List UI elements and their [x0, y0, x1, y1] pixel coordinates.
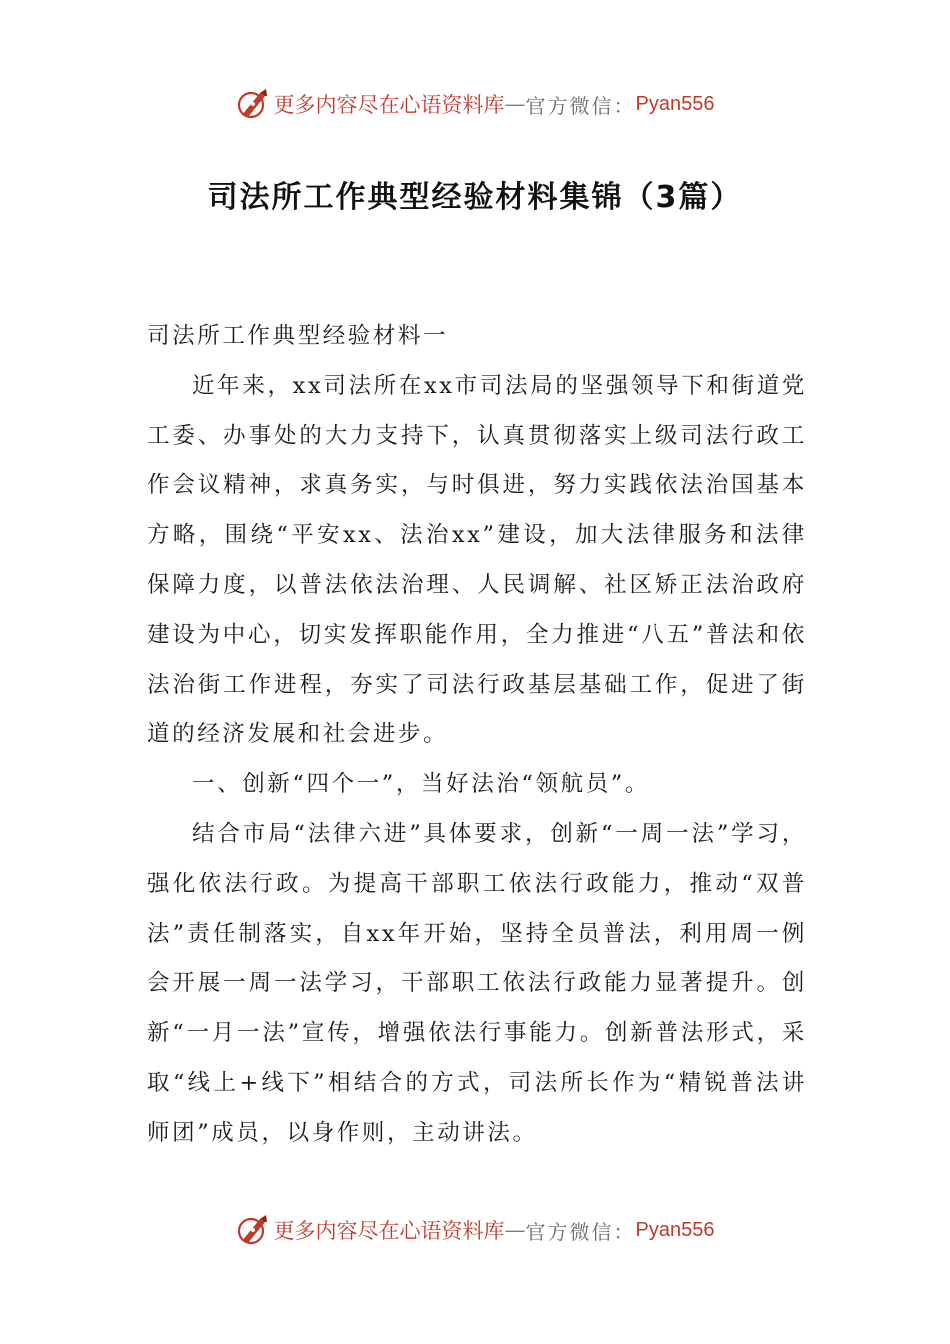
- banner-sub-text: 官方微信：: [525, 1219, 636, 1244]
- pen-nib-logo-icon: [236, 87, 270, 121]
- banner-wechat-id: Pyan556: [635, 92, 715, 115]
- document-body: [147, 312, 807, 1159]
- pen-nib-logo-icon: [236, 1213, 270, 1247]
- footer-banner: [0, 1210, 950, 1250]
- paragraph-subheading: 一、创新“四个一”，当好法治“领航员”。: [192, 771, 651, 798]
- document-title: 司法所工作典型经验材料集锦（3篇）: [207, 180, 743, 215]
- banner-dash: —: [504, 92, 526, 116]
- banner-main-text: 更多内容尽在心语资料库: [273, 1219, 505, 1243]
- header-banner: [0, 84, 950, 124]
- banner-main-text: 更多内容尽在心语资料库: [273, 93, 505, 117]
- banner-wechat-id: Pyan556: [635, 1218, 715, 1241]
- banner-sub-text: 官方微信：: [525, 93, 636, 118]
- banner-dash: —: [504, 1218, 526, 1242]
- paragraph-detail: 结合市局“法律六进”具体要求，创新“一周一法”学习，强化依法行政。为提高干部职工依法行政能力，推动“双普法”责任制落实，自xx年开始，坚持全员普法，利用周一例会开展一周一法学习，干部职工依法行政能力显著提升。创新“一月一法”宣传，增强依法行事能力。创新普法形式，采取“线上+线下”相结合的方式，司法所长作为“精锐普法讲师团”成员，以身作则，主动讲法。: [147, 820, 807, 1146]
- section-heading: 司法所工作典型经验材料一: [147, 323, 449, 349]
- paragraph-intro: 近年来，xx司法所在xx市司法局的坚强领导下和街道党工委、办事处的大力支持下，认真贯彻落实上级司法行政工作会议精神，求真务实，与时俱进，努力实践依法治国基本方略，围绕“平安xx、法治xx”建设，加大法律服务和法律保障力度，以普法依法治理、人民调解、社区矫正法治政府建设为中心，切实发挥职能作用，全力推进“八五”普法和依法治街工作进程，夯实了司法行政基层基础工作，促进了街道的经济发展和社会进步。: [147, 372, 807, 748]
